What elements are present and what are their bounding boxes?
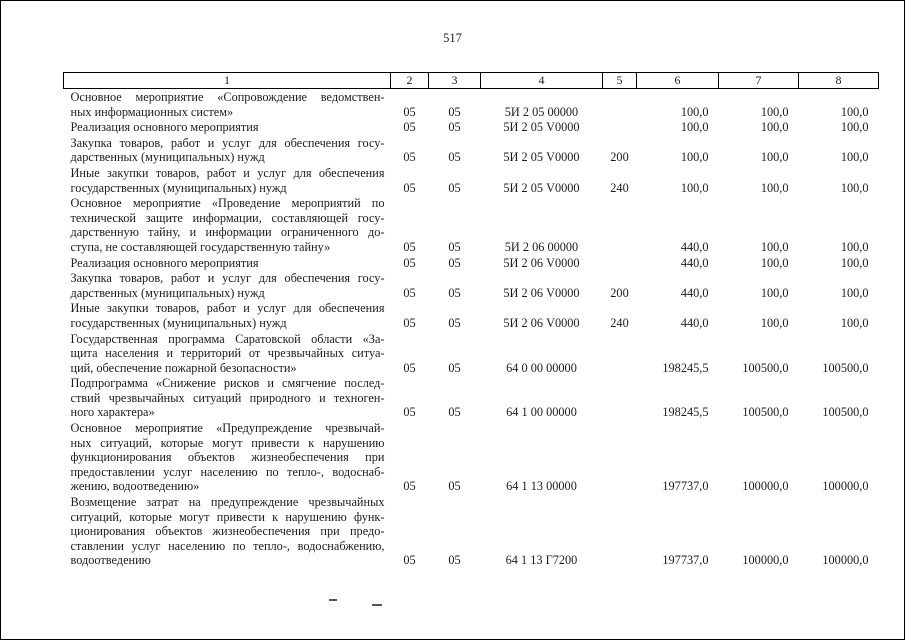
col-amount-y3-cell: 100,0	[840, 255, 869, 270]
row-name-line: Основное мероприятие «Предупреждение чрезвычай-	[70, 421, 385, 436]
row-name-cell	[64, 135, 391, 165]
row-name-cell	[64, 165, 391, 195]
col-pr-cell: 05	[448, 120, 461, 135]
col-vr-cell: 240	[610, 315, 629, 330]
col-pr-cell: 05	[448, 150, 461, 165]
col-amount-y1-cell: 100,0	[680, 180, 709, 195]
row-name-line: Иные закупки товаров, работ и услуг для обеспечения	[70, 301, 385, 316]
row-name-line: ного характера»	[70, 405, 155, 420]
page-number: 517	[443, 31, 462, 45]
col-rz-cell: 05	[403, 553, 416, 568]
row-name-cell	[64, 89, 391, 120]
row-name-cell	[64, 300, 391, 330]
column-header-5: 5	[603, 73, 637, 89]
table-row	[64, 195, 879, 254]
col-vr-cell	[603, 420, 637, 494]
col-amount-y3-cell: 100,0	[840, 180, 869, 195]
col-amount-y1-cell: 198245,5	[662, 405, 709, 420]
table-row	[64, 165, 879, 195]
col-pr-cell: 05	[448, 255, 461, 270]
column-header-8: 8	[799, 73, 879, 89]
col-amount-y3-cell: 100,0	[840, 285, 869, 300]
col-vr-cell	[603, 195, 637, 254]
column-header-6: 6	[637, 73, 719, 89]
col-csr-cell: 64 1 00 00000	[506, 405, 577, 420]
col-amount-y2-cell: 100,0	[760, 255, 789, 270]
row-name-line: технической защите информации, составляющей госу-	[70, 210, 385, 225]
col-csr-cell: 5И 2 06 V0000	[503, 255, 580, 270]
row-name-line: Закупка товаров, работ и услуг для обеспечения госу-	[70, 271, 385, 286]
col-vr-cell: 240	[610, 180, 629, 195]
row-name-line: Реализация основного мероприятия	[70, 120, 259, 135]
col-amount-y1-cell: 197737,0	[662, 553, 709, 568]
row-name-line: дарственных (муниципальных) нужд	[70, 150, 265, 165]
col-amount-y1-cell: 198245,5	[662, 360, 709, 375]
col-pr-cell: 05	[448, 104, 461, 119]
col-vr-cell	[603, 119, 637, 135]
col-pr-cell: 05	[448, 180, 461, 195]
table-row	[64, 420, 879, 494]
table-row	[64, 375, 879, 420]
col-vr-cell	[603, 331, 637, 376]
table-row	[64, 89, 879, 120]
col-amount-y3-cell: 100,0	[840, 120, 869, 135]
row-name-cell	[64, 195, 391, 254]
col-amount-y1-cell: 440,0	[680, 255, 709, 270]
row-name-line: ционирования объектов жизнеобеспечения при предо-	[70, 524, 385, 539]
row-name-line: функционирования объектов жизнеобеспечения при	[70, 450, 385, 465]
row-name-line: Возмещение затрат на предупреждение чрезвычайных	[70, 495, 385, 510]
col-amount-y2-cell: 100,0	[760, 104, 789, 119]
col-rz-cell: 05	[403, 180, 416, 195]
col-rz-cell: 05	[403, 120, 416, 135]
col-rz-cell: 05	[403, 239, 416, 254]
table-row	[64, 135, 879, 165]
col-amount-y3-cell: 100,0	[840, 239, 869, 254]
col-pr-cell: 05	[448, 315, 461, 330]
row-name-line: щита населения и территорий от чрезвычайных ситуа-	[70, 346, 385, 361]
row-name-cell	[64, 494, 391, 568]
col-amount-y2-cell: 100000,0	[742, 479, 789, 494]
row-name-line: жению, водоотведению»	[70, 479, 200, 494]
col-amount-y1-cell: 440,0	[680, 315, 709, 330]
row-name-line: Основное мероприятие «Сопровождение ведомствен-	[70, 90, 385, 104]
col-pr-cell: 05	[448, 360, 461, 375]
col-amount-y1-cell: 440,0	[680, 239, 709, 254]
col-amount-y3-cell: 100,0	[840, 104, 869, 119]
row-name-line: Реализация основного мероприятия	[70, 255, 259, 270]
col-amount-y3-cell: 100,0	[840, 150, 869, 165]
col-amount-y2-cell: 100,0	[760, 150, 789, 165]
row-name-line: ступа, не составляющей государственную тайну»	[70, 239, 331, 254]
column-header-3: 3	[429, 73, 481, 89]
row-name-line: Основное мероприятие «Проведение мероприятий по	[70, 196, 385, 211]
col-amount-y1-cell: 100,0	[680, 104, 709, 119]
col-pr-cell: 05	[448, 405, 461, 420]
row-name-cell	[64, 375, 391, 420]
col-vr-cell: 200	[610, 285, 629, 300]
table-row	[64, 270, 879, 300]
col-vr-cell	[603, 89, 637, 120]
col-csr-cell: 5И 2 05 V0000	[503, 180, 580, 195]
col-pr-cell: 05	[448, 285, 461, 300]
column-header-2: 2	[391, 73, 429, 89]
col-amount-y2-cell: 100,0	[760, 285, 789, 300]
row-name-cell	[64, 331, 391, 376]
col-rz-cell: 05	[403, 360, 416, 375]
col-amount-y2-cell: 100,0	[760, 239, 789, 254]
row-name-line: Подпрограмма «Снижение рисков и смягчение послед-	[70, 376, 385, 391]
col-amount-y1-cell: 197737,0	[662, 479, 709, 494]
row-name-line: водоотведению	[70, 553, 151, 568]
table-row	[64, 331, 879, 376]
col-csr-cell: 5И 2 06 00000	[504, 239, 579, 254]
table-row	[64, 494, 879, 568]
row-name-line: государственных (муниципальных) нужд	[70, 180, 287, 195]
col-csr-cell: 64 1 13 Г7200	[505, 553, 578, 568]
col-csr-cell: 5И 2 06 V0000	[503, 315, 580, 330]
row-name-line: ситуаций, которые могут привести к нарушению функ-	[70, 509, 385, 524]
row-name-line: Государственная программа Саратовской области «За-	[70, 331, 385, 346]
row-name-cell	[64, 420, 391, 494]
column-header-7: 7	[719, 73, 799, 89]
col-rz-cell: 05	[403, 150, 416, 165]
row-name-line: Иные закупки товаров, работ и услуг для обеспечения	[70, 165, 385, 180]
col-amount-y1-cell: 100,0	[680, 120, 709, 135]
row-name-cell	[64, 255, 391, 271]
col-amount-y2-cell: 100,0	[760, 180, 789, 195]
col-csr-cell: 64 1 13 00000	[506, 479, 577, 494]
column-header-1: 1	[64, 73, 391, 89]
table-row	[64, 300, 879, 330]
col-rz-cell: 05	[403, 405, 416, 420]
row-name-line: дарственную тайну, и информации ограниченного до-	[70, 225, 385, 240]
col-amount-y2-cell: 100,0	[760, 120, 789, 135]
col-amount-y2-cell: 100500,0	[742, 405, 789, 420]
col-amount-y1-cell: 100,0	[680, 150, 709, 165]
row-name-line: ций, обеспечение пожарной безопасности»	[70, 360, 297, 375]
col-pr-cell: 05	[448, 553, 461, 568]
col-amount-y2-cell: 100000,0	[742, 553, 789, 568]
column-header-4: 4	[481, 73, 603, 89]
col-vr-cell	[603, 375, 637, 420]
col-csr-cell: 5И 2 05 V0000	[503, 120, 580, 135]
table-row	[64, 119, 879, 135]
col-amount-y3-cell: 100000,0	[822, 553, 869, 568]
col-csr-cell: 64 0 00 00000	[506, 360, 577, 375]
col-csr-cell: 5И 2 06 V0000	[503, 285, 580, 300]
row-name-line: ных ситуаций, которые могут привести к нарушению	[70, 435, 385, 450]
col-pr-cell: 05	[448, 479, 461, 494]
scan-artifact	[329, 599, 337, 601]
table-body	[64, 89, 879, 569]
col-csr-cell: 5И 2 05 00000	[504, 104, 579, 119]
col-vr-cell	[603, 255, 637, 271]
header-row	[64, 73, 879, 89]
table-row	[64, 255, 879, 271]
col-amount-y2-cell: 100500,0	[742, 360, 789, 375]
col-pr-cell: 05	[448, 239, 461, 254]
scan-artifact	[372, 604, 382, 606]
col-amount-y3-cell: 100500,0	[822, 360, 869, 375]
row-name-line: предоставлении услуг населению по тепло-, водоснаб-	[70, 464, 385, 479]
col-amount-y3-cell: 100,0	[840, 315, 869, 330]
col-amount-y3-cell: 100000,0	[822, 479, 869, 494]
col-rz-cell: 05	[403, 315, 416, 330]
row-name-line: ных информационных систем»	[70, 104, 234, 119]
row-name-cell	[64, 119, 391, 135]
col-rz-cell: 05	[403, 104, 416, 119]
row-name-cell	[64, 270, 391, 300]
col-amount-y3-cell: 100500,0	[822, 405, 869, 420]
col-csr-cell: 5И 2 05 V0000	[503, 150, 580, 165]
budget-table	[63, 72, 879, 568]
row-name-line: Закупка товаров, работ и услуг для обеспечения госу-	[70, 135, 385, 150]
col-rz-cell: 05	[403, 479, 416, 494]
col-rz-cell: 05	[403, 285, 416, 300]
row-name-line: государственных (муниципальных) нужд	[70, 315, 287, 330]
col-vr-cell	[603, 494, 637, 568]
col-vr-cell: 200	[610, 150, 629, 165]
col-rz-cell: 05	[403, 255, 416, 270]
row-name-line: ставлении услуг населению по тепло-, водоснабжению,	[70, 538, 385, 553]
col-amount-y1-cell: 440,0	[680, 285, 709, 300]
row-name-line: ствий чрезвычайных ситуаций природного и техноген-	[70, 390, 385, 405]
col-amount-y2-cell: 100,0	[760, 315, 789, 330]
row-name-line: дарственных (муниципальных) нужд	[70, 285, 265, 300]
